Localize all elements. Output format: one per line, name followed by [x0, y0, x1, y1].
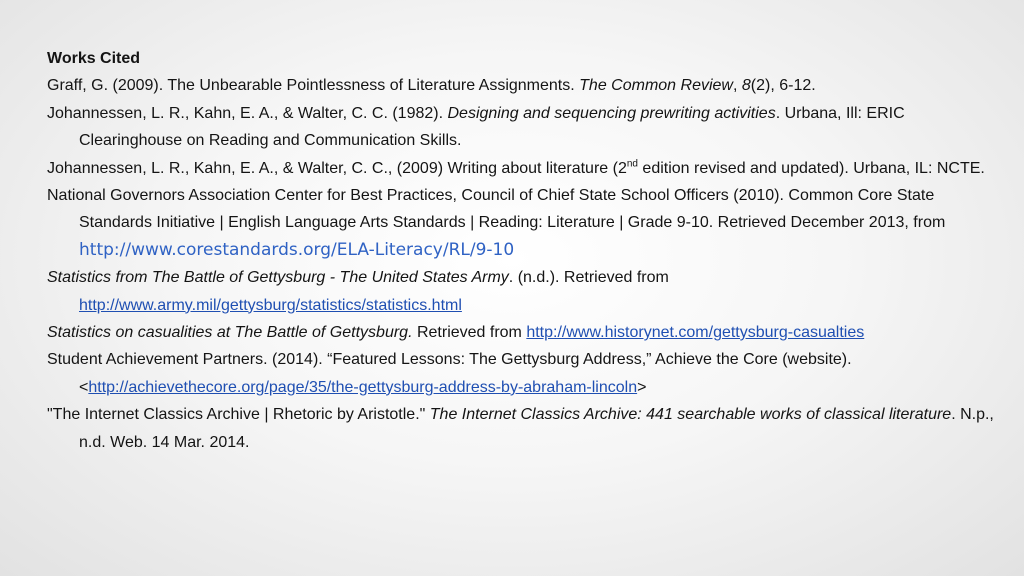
citation-classics-archive: [47, 401, 997, 456]
citation-johannessen-2009: [47, 155, 997, 182]
achievethecore-link[interactable]: http://achievethecore.org/page/35/the-gettysburg-address-by-abraham-lincoln: [88, 378, 638, 396]
citation-johannessen-1982: [47, 100, 997, 155]
army-gettysburg-link[interactable]: http://www.army.mil/gettysburg/statistics/statistics.html: [79, 296, 462, 314]
ordinal-superscript: nd: [626, 158, 638, 170]
citation-text: . N.p., n.d. Web. 14 Mar. 2014.: [79, 406, 994, 451]
citation-text: Johannessen, L. R., Kahn, E. A., & Walter, C. C., (2009) Writing about literature (2: [47, 159, 627, 177]
citation-web-title: Statistics on casualities at The Battle of Gettysburg.: [47, 324, 413, 342]
works-cited-slide: [47, 45, 997, 456]
citation-text: . Urbana, Ill: ERIC Clearinghouse on Reading and Communication Skills.: [79, 104, 905, 150]
citation-web-title: The Internet Classics Archive: 441 searchable works of classical literature: [429, 406, 952, 424]
citation-journal-title: The Common Review: [579, 77, 733, 95]
historynet-link[interactable]: http://www.historynet.com/gettysburg-casualties: [526, 324, 865, 342]
citation-book-title: Designing and sequencing prewriting activities: [447, 104, 776, 122]
citation-text: edition revised and updated). Urbana, IL: NCTE.: [637, 159, 985, 177]
citation-text: National Governors Association Center for Best Practices, Council of Chief State School Officers (2010). Common Core State Standards Initiative | English Language Arts Standards | Reading: Literature | Grade 9-10. Retrieved December 2013, from: [47, 187, 946, 232]
citation-achieve-the-core: [47, 346, 997, 401]
citation-volume: 8: [741, 77, 751, 95]
citation-text: Johannessen, L. R., Kahn, E. A., & Walter, C. C. (1982).: [47, 104, 448, 122]
citation-common-core: [47, 182, 997, 264]
citation-text: Student Achievement Partners. (2014). “Featured Lessons: The Gettysburg Address,” Achieve the Core (website). <: [47, 351, 852, 396]
citation-text: "The Internet Classics Archive | Rhetoric by Aristotle.": [47, 406, 430, 424]
citation-historynet: [47, 319, 997, 346]
page-title: Works Cited: [47, 50, 141, 67]
citation-army-statistics: [47, 264, 997, 319]
citation-web-title: Statistics from The Battle of Gettysburg - The United States Army: [47, 269, 509, 287]
citation-text: Graff, G. (2009). The Unbearable Pointlessness of Literature Assignments.: [47, 77, 580, 95]
citation-text: Retrieved from: [412, 324, 527, 342]
citation-graff: [47, 72, 997, 99]
citation-text: >: [637, 378, 647, 396]
corestandards-link[interactable]: http://www.corestandards.org/ELA-Literacy/RL/9-10: [79, 239, 515, 260]
citation-text: (2), 6-12.: [750, 77, 816, 95]
citation-text: ,: [732, 77, 742, 95]
citation-text: . (n.d.). Retrieved from: [508, 269, 669, 287]
